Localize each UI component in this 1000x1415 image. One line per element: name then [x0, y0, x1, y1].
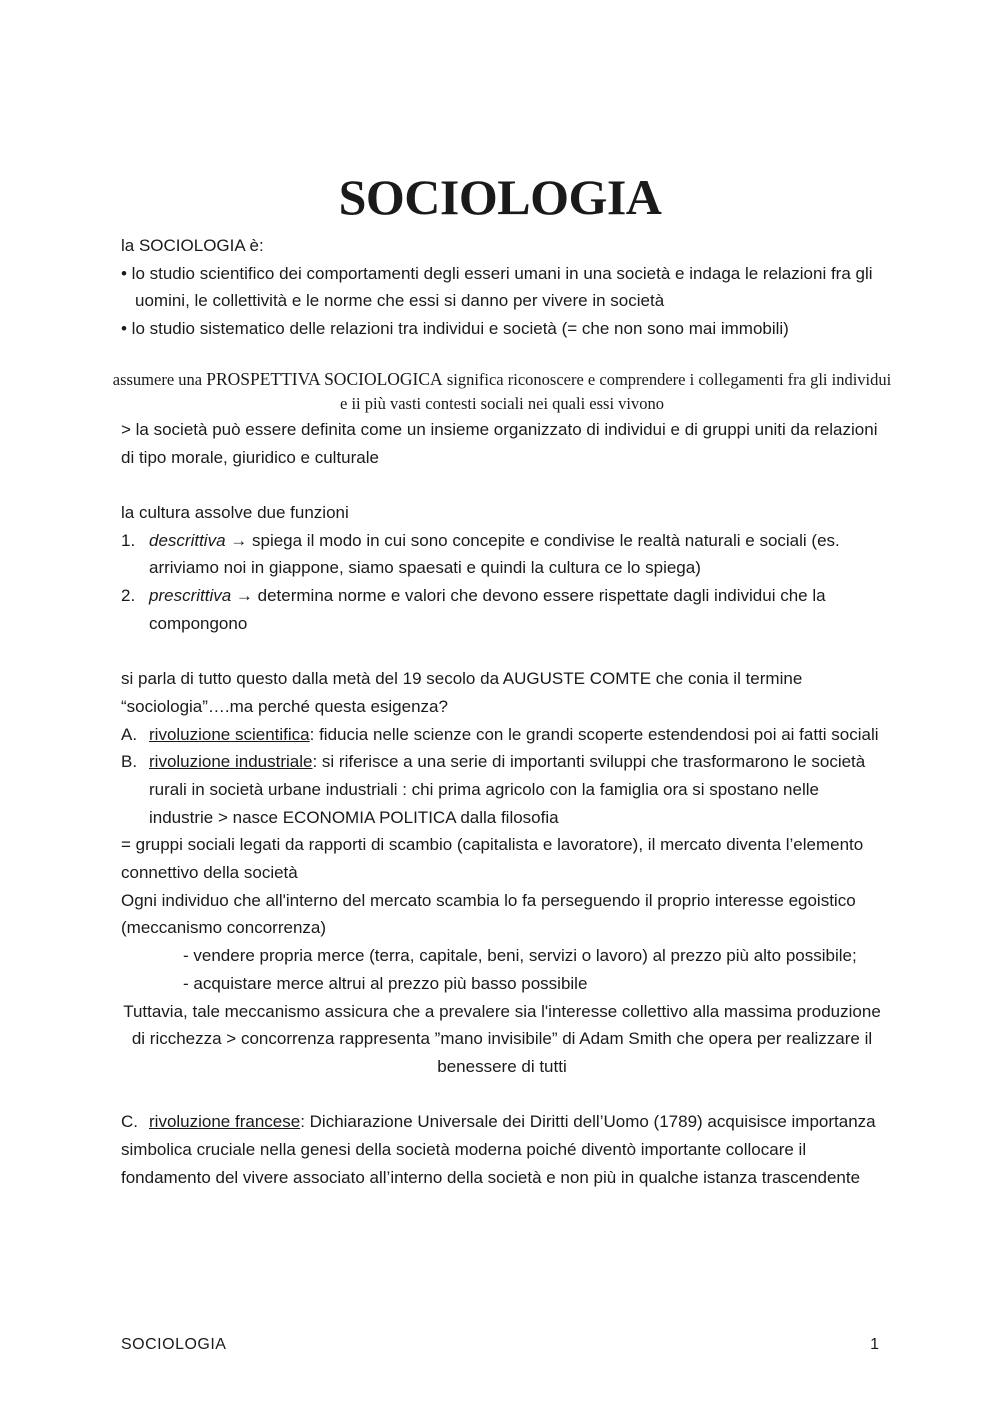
intro-lead: la SOCIOLOGIA è:	[121, 236, 264, 255]
list-marker: A.	[121, 724, 138, 744]
revolution-term: rivoluzione industriale	[149, 752, 313, 772]
list-marker: C.	[121, 1112, 138, 1132]
buy-line: - acquistare merce altrui al prezzo più basso possibile	[183, 973, 588, 993]
french-revolution-paragraph	[121, 1108, 883, 1191]
page-number: 1	[870, 1336, 879, 1353]
function-text: determina norme e valori che devono essere rispettate dagli individui che la compongono	[149, 586, 826, 633]
list-marker: 1.	[121, 530, 136, 550]
quote-after: significa riconoscere e comprendere i collegamenti fra gli individui e ii più vasti contesti sociali nei quali essi vivono	[340, 369, 892, 413]
list-item: • lo studio scientifico dei comportamenti degli esseri umani in una società e indaga le relazioni fra gli uomini, le collettività e le norme che essi si danno per vivere in società	[121, 263, 873, 311]
page-title: SOCIOLOGIA	[338, 169, 662, 225]
list-item: • lo studio sistematico delle relazioni tra individui e società (= che non sono mai immobili)	[121, 319, 789, 339]
revolution-term: rivoluzione scientifica	[149, 724, 310, 744]
revolutions-list	[121, 721, 883, 832]
revolution-text: : fiducia nelle scienze con le grandi scoperte estendendosi poi ai fatti sociali	[309, 724, 879, 744]
quote-before: assumere una	[112, 369, 207, 389]
arrow: →	[231, 586, 258, 606]
quote-caps: PROSPETTIVA SOCIOLOGICA	[206, 368, 443, 389]
history-lead: si parla di tutto questo dalla metà del 19 secolo da AUGUSTE COMTE che conia il termine “sociologia”….ma perché questa esigenza?	[121, 669, 803, 716]
economy-paragraph: = gruppi sociali legati da rapporti di scambio (capitalista e lavoratore), il mercato diventa l’elemento connettivo della società	[121, 835, 864, 883]
culture-lead: la cultura assolve due funzioni	[121, 502, 349, 522]
function-term: descrittiva	[149, 530, 226, 550]
sociological-perspective-quote	[109, 367, 895, 416]
list-marker: B.	[121, 752, 138, 772]
revolution-term: rivoluzione francese	[149, 1112, 301, 1132]
list-marker: 2.	[121, 586, 136, 606]
adam-smith-paragraph: Tuttavia, tale meccanismo assicura che a prevalere sia l'interesse collettivo alla massima produzione di ricchezza > concorrenza rappresenta ”mano invisibile” di Adam Smith che opera per realizzare il benessere di tutti	[123, 1001, 881, 1076]
function-term: prescrittiva	[149, 586, 232, 606]
culture-functions-list	[121, 527, 883, 638]
sell-line: - vendere propria merce (terra, capitale, beni, servizi o lavoro) al prezzo più alto possibile;	[183, 946, 857, 966]
revolution-text: : Dichiarazione Universale dei Diritti dell’Uomo (1789) acquisisce importanza simbolica cruciale nella genesi della società moderna poiché diventò importante collocare il fondamento del vivere associato all’interno della società e non più in qualche istanza trascendente	[121, 1112, 876, 1187]
function-text: spiega il modo in cui sono concepite e condivise le realtà naturali e sociali (es. arriviamo noi in giappone, siamo spaesati e quindi la cultura ce lo spiega)	[149, 530, 840, 578]
list-item	[121, 582, 883, 637]
document-body	[112, 232, 892, 1191]
intro-bullet-list	[121, 260, 883, 343]
market-paragraph: Ogni individuo che all'interno del mercato scambia lo fa perseguendo il proprio interesse egoistico (meccanismo concorrenza)	[121, 890, 856, 938]
list-item	[121, 721, 883, 749]
arrow: →	[225, 530, 252, 550]
revolution-text: : si riferisce a una serie di importanti sviluppi che trasformarono le società rurali in società urbane industriali : chi prima agricolo con la famiglia ora si spostano nelle industrie > nasce ECONOMIA POLITICA dalla filosofia	[149, 752, 866, 827]
list-item	[121, 527, 883, 582]
list-item	[121, 748, 883, 831]
footer-label: SOCIOLOGIA	[121, 1336, 227, 1353]
society-definition: > la società può essere definita come un insieme organizzato di individui e di gruppi uniti da relazioni di tipo morale, giuridico e culturale	[121, 419, 878, 467]
